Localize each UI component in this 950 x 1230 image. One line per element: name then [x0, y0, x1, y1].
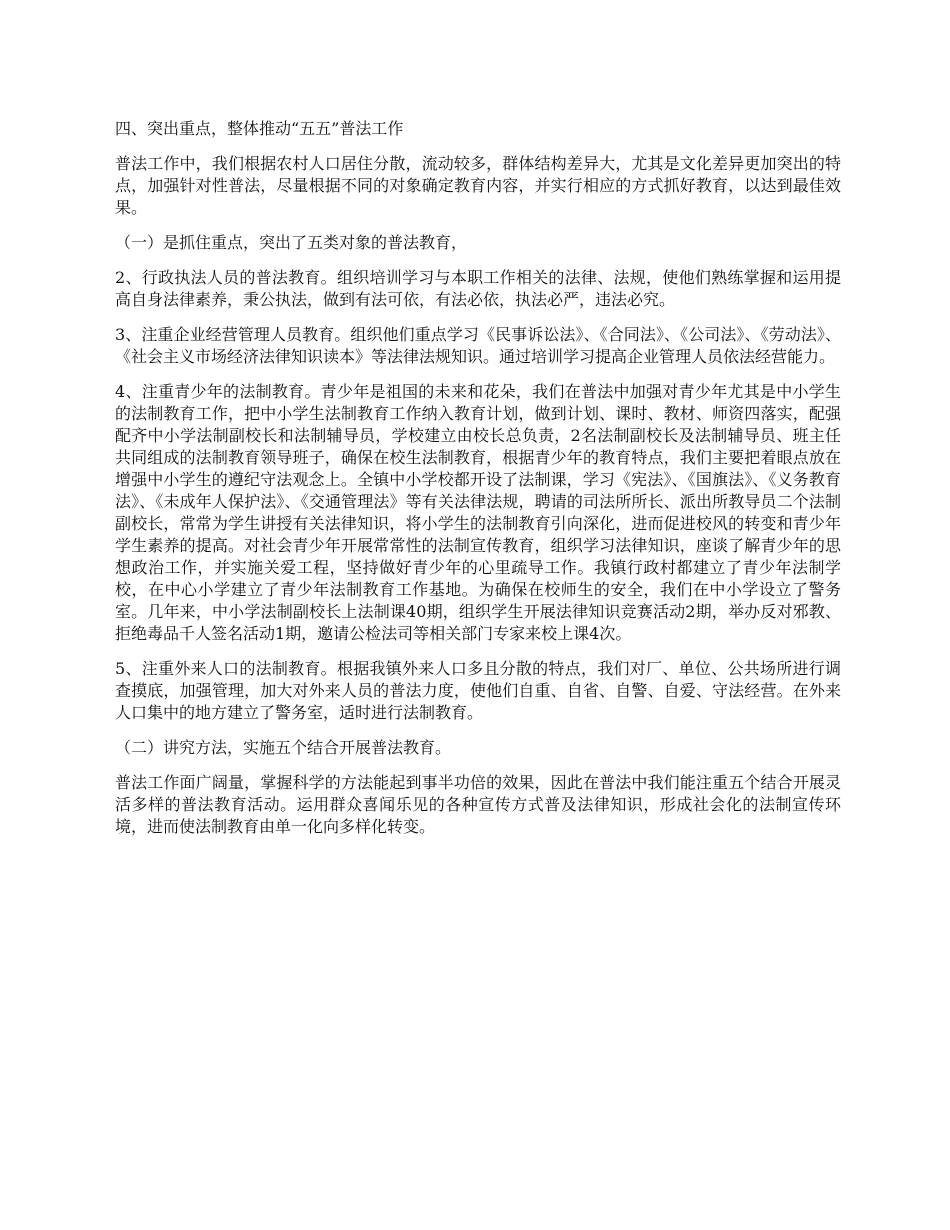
- section-heading-4: 四、突出重点，整体推动“五五”普法工作: [115, 119, 404, 138]
- subsection-heading-1: （一）是抓住重点，突出了五类对象的普法教育，: [115, 233, 468, 252]
- methods-paragraph: 普法工作面广阔量，掌握科学的方法能起到事半功倍的效果，因此在普法中我们能注重五个结合开展灵活多样的普法教育活动。运用群众喜闻乐见的各种宣传方式普及法律知识，形成社会化的法制宣传环境，进而使法制教育由单一化向多样化转变。: [115, 773, 841, 836]
- document-body: [115, 118, 841, 851]
- intro-paragraph: 普法工作中，我们根据农村人口居住分散，流动较多，群体结构差异大，尤其是文化差异更加突出的特点，加强针对性普法，尽量根据不同的对象确定教育内容，并实行相应的方式抓好教育，以达到最佳效果。: [115, 154, 841, 217]
- item-3-paragraph: 3、注重企业经营管理人员教育。组织他们重点学习《民事诉讼法》、《合同法》、《公司法》、《劳动法》、《社会主义市场经济法律知识读本》等法律法规知识。通过培训学习提高企业管理人员依法经营能力。: [115, 325, 841, 366]
- item-5-paragraph: 5、注重外来人口的法制教育。根据我镇外来人口多且分散的特点，我们对厂、单位、公共场所进行调查摸底，加强管理，加大对外来人员的普法力度，使他们自重、自省、自警、自爱、守法经营。在外来人口集中的地方建立了警务室，适时进行法制教育。: [115, 659, 841, 722]
- item-2-paragraph: 2、行政执法人员的普法教育。组织培训学习与本职工作相关的法律、法规，使他们熟练掌握和运用提高自身法律素养，秉公执法，做到有法可依，有法必依，执法必严，违法必究。: [115, 268, 841, 309]
- subsection-heading-2: （二）讲究方法，实施五个结合开展普法教育。: [115, 738, 452, 757]
- item-4-paragraph: 4、注重青少年的法制教育。青少年是祖国的未来和花朵，我们在普法中加强对青少年尤其是中小学生的法制教育工作，把中小学生法制教育工作纳入教育计划，做到计划、课时、教材、师资四落实，配强配齐中小学法制副校长和法制辅导员，学校建立由校长总负责，2名法制副校长及法制辅导员、班主任共同组成的法制教育领导班子，确保在校生法制教育，根据青少年的教育特点，我们主要把着眼点放在增强中小学生的遵纪守法观念上。全镇中小学校都开设了法制课，学习《宪法》、《国旗法》、《义务教育法》、《未成年人保护法》、《交通管理法》等有关法律法规，聘请的司法所所长、派出所教导员二个法制副校长，常常为学生讲授有关法律知识，将小学生的法制教育引向深化，进而促进校风的转变和青少年学生素养的提高。对社会青少年开展常常性的法制宣传教育，组织学习法律知识，座谈了解青少年的思想政治工作，并实施关爱工程，坚持做好青少年的心里疏导工作。我镇行政村都建立了青少年法制学校，在中心小学建立了青少年法制教育工作基地。为确保在校师生的安全，我们在中小学设立了警务室。几年来，中小学法制副校长上法制课40期，组织学生开展法律知识竞赛活动2期，举办反对邪教、拒绝毒品千人签名活动1期，邀请公检法司等相关部门专家来校上课4次。: [115, 382, 841, 643]
